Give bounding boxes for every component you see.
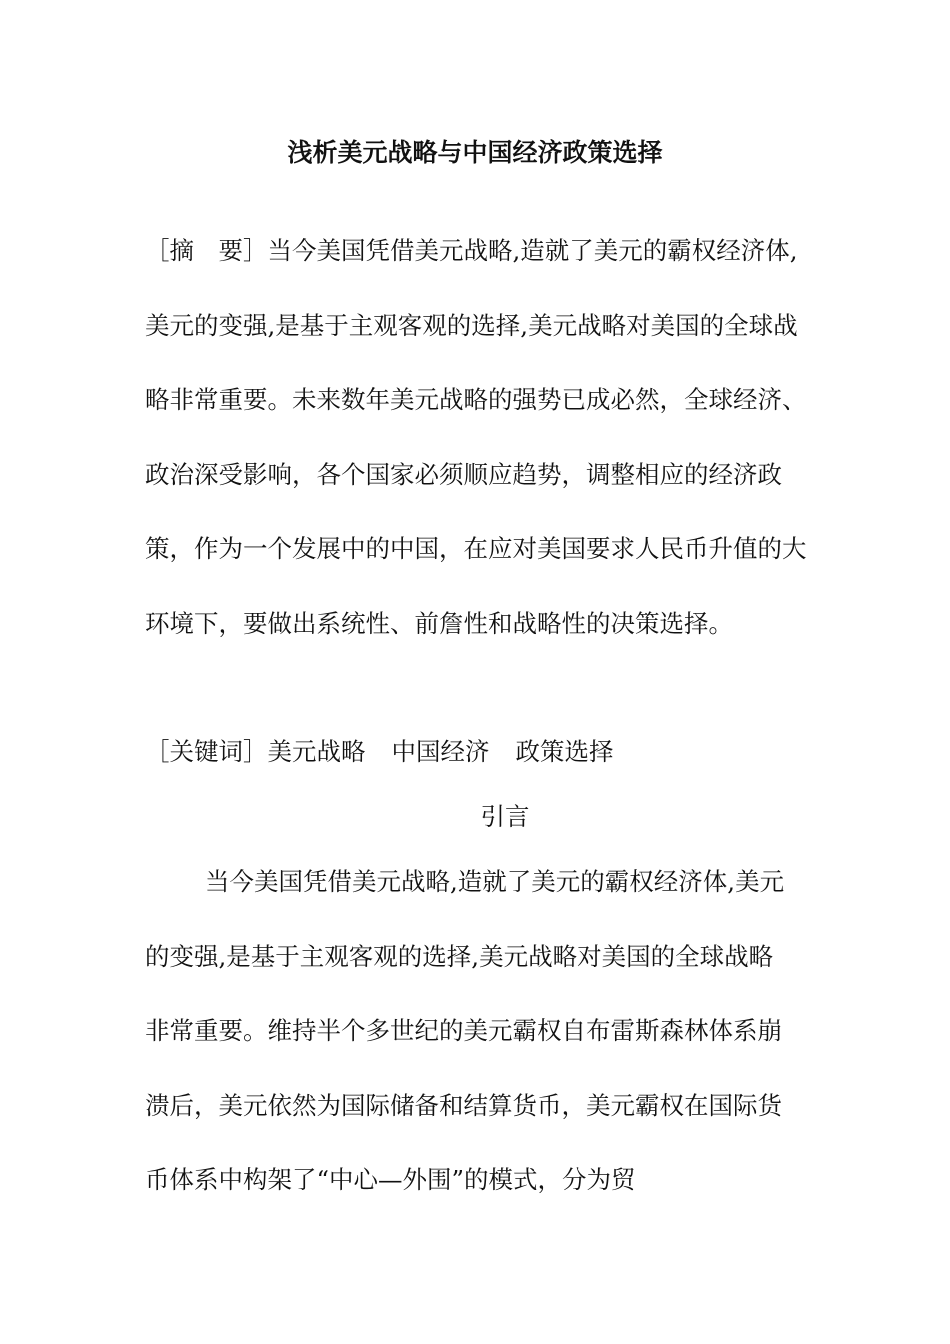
section-heading: 引言 [480, 802, 530, 831]
abstract-label: ［摘 要］ [145, 236, 268, 265]
body-paragraph: 当今美国凭借美元战略,造就了美元的霸权经济体,美元的变强,是基于主观客观的选择,美元战略对美国的全球战略非常重要。维持半个多世纪的美元霸权自布雷斯森林体系崩溃后，美元依然为国际储备和结算货币，美元霸权在国际货币体系中构架了“中心—外围”的模式，分为贸 [145, 867, 785, 1194]
keyword-item: 政策选择 [515, 737, 614, 766]
abstract-text: 当今美国凭借美元战略,造就了美元的霸权经济体,美元的变强,是基于主观客观的选择,美元战略对美国的全球战略非常重要。未来数年美元战略的强势已成必然，全球经济、政治深受影响，各个国家必须顺应趋势，调整相应的经济政策，作为一个发展中的中国，在应对美国要求人民币升值的大环境下，要做出系统性、前詹性和战略性的决策选择。 [145, 236, 807, 638]
document-title: 浅析美元战略与中国经济政策选择 [287, 138, 663, 167]
keyword-item: 中国经济 [391, 737, 490, 766]
keywords-label: ［关键词］ [145, 737, 268, 766]
keywords-line [145, 734, 810, 770]
abstract-paragraph [145, 214, 810, 661]
keyword-item: 美元战略 [267, 737, 366, 766]
